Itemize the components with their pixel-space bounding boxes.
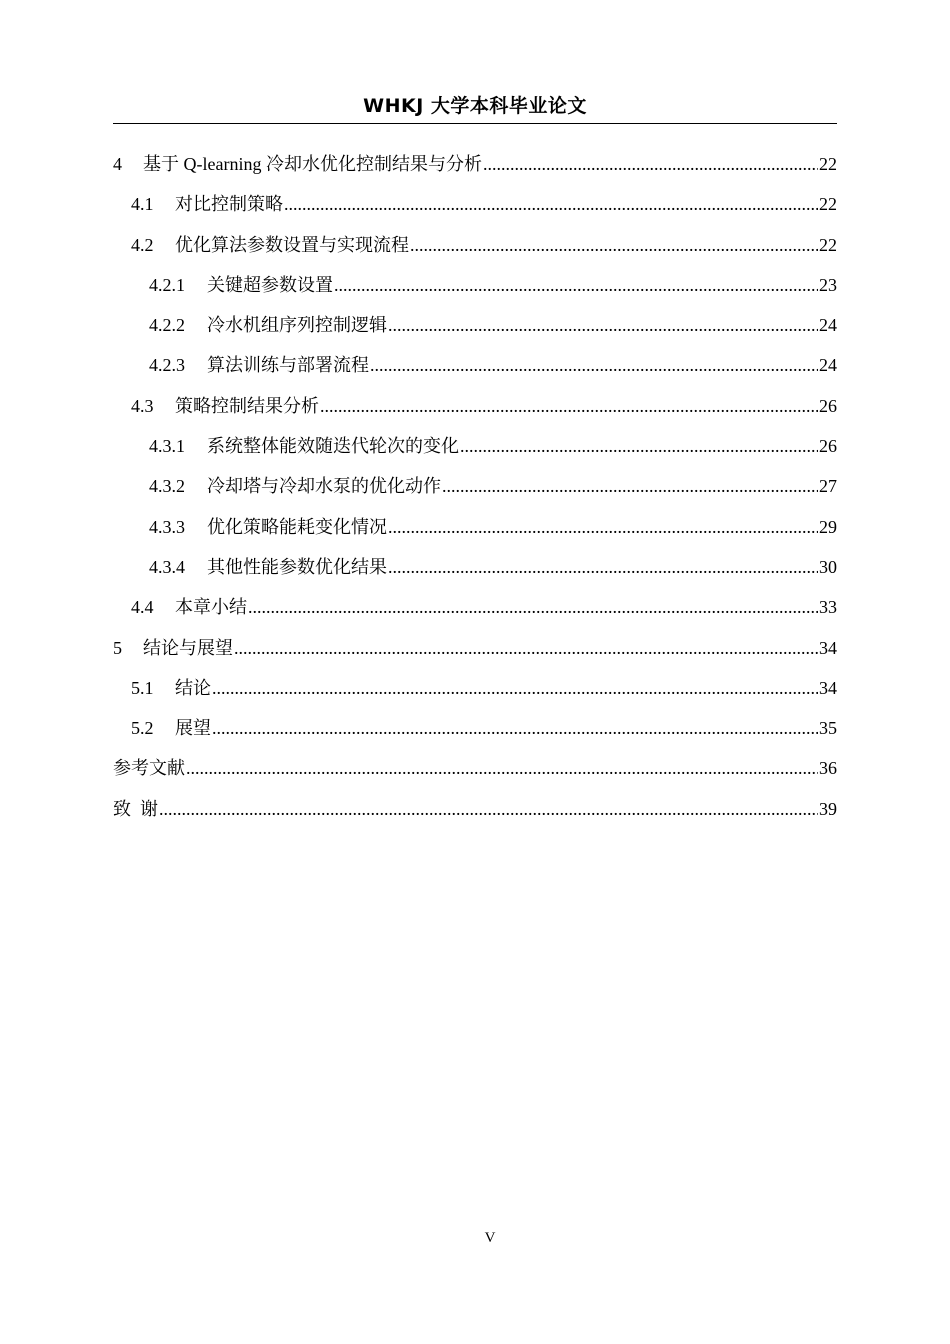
toc-title: 算法训练与部署流程: [207, 355, 369, 376]
toc-leader-dots: [388, 549, 818, 585]
toc-entry-4-3-4[interactable]: [113, 549, 837, 589]
page-header: [113, 90, 837, 124]
toc-page-number: 34: [819, 637, 837, 658]
toc-leader-dots: [159, 791, 818, 827]
header-title: WHKJ 大学本科毕业论文: [363, 95, 587, 117]
toc-number: 4.2.2: [149, 315, 185, 336]
toc-title: 系统整体能效随迭代轮次的变化: [207, 436, 459, 457]
toc-number: 4.2.1: [149, 274, 185, 295]
toc-entry-5-1[interactable]: [113, 670, 837, 710]
toc-number: 4.2: [131, 234, 154, 255]
table-of-contents: [113, 146, 837, 831]
toc-leader-dots: [212, 670, 818, 706]
toc-page-number: 39: [819, 798, 837, 819]
toc-number: 4.3: [131, 395, 154, 416]
toc-entry-4-2-1[interactable]: [113, 267, 837, 307]
toc-leader-dots: [410, 227, 818, 263]
toc-leader-dots: [460, 428, 818, 464]
toc-title: 本章小结: [175, 597, 247, 618]
toc-leader-dots: [234, 630, 818, 666]
toc-entry-4-3-3[interactable]: [113, 509, 837, 549]
toc-page-number: 30: [819, 556, 837, 577]
toc-title: 优化策略能耗变化情况: [207, 516, 387, 537]
toc-page-number: 27: [819, 476, 837, 497]
toc-entry-4-4[interactable]: [113, 589, 837, 629]
toc-leader-dots: [186, 750, 818, 786]
toc-number: 5.2: [131, 718, 154, 739]
toc-page-number: 35: [819, 718, 837, 739]
toc-title: 策略控制结果分析: [175, 395, 319, 416]
toc-title: 关键超参数设置: [207, 274, 333, 295]
toc-page-number: 34: [819, 677, 837, 698]
toc-number: 4.1: [131, 194, 154, 215]
toc-leader-dots: [284, 186, 818, 222]
toc-number: 4.3.4: [149, 556, 185, 577]
toc-number: 4: [113, 154, 122, 174]
toc-leader-dots: [248, 589, 818, 625]
toc-page-number: 33: [819, 597, 837, 618]
toc-entry-acknowledgements[interactable]: [113, 791, 837, 831]
toc-entry-references[interactable]: [113, 750, 837, 790]
toc-title: 致 谢: [113, 798, 158, 819]
footer-page-number: V: [484, 1230, 496, 1246]
toc-entry-5-2[interactable]: [113, 710, 837, 750]
toc-title: 对比控制策略: [175, 194, 283, 215]
toc-page-number: 29: [819, 516, 837, 537]
toc-title: 结论与展望: [143, 637, 233, 658]
toc-title: 优化算法参数设置与实现流程: [175, 234, 409, 255]
toc-entry-4-1[interactable]: [113, 186, 837, 226]
toc-number: 5: [113, 637, 122, 658]
toc-number: 4.3.2: [149, 476, 185, 497]
toc-number: 4.4: [131, 597, 154, 618]
toc-page-number: 26: [819, 395, 837, 416]
toc-title: 展望: [175, 718, 211, 739]
toc-leader-dots: [388, 509, 818, 545]
toc-entry-4-2-2[interactable]: [113, 307, 837, 347]
toc-leader-dots: [442, 468, 818, 504]
toc-title: 其他性能参数优化结果: [207, 556, 387, 577]
toc-entry-4-3-2[interactable]: [113, 468, 837, 508]
toc-leader-dots: [388, 307, 818, 343]
toc-page-number: 24: [819, 315, 837, 336]
toc-entry-5[interactable]: [113, 630, 837, 670]
toc-leader-dots: [334, 267, 818, 303]
toc-leader-dots: [370, 347, 818, 383]
toc-number: 4.3.3: [149, 516, 185, 537]
toc-page-number: 22: [819, 234, 837, 255]
toc-entry-4-3-1[interactable]: [113, 428, 837, 468]
toc-number: 4.2.3: [149, 355, 185, 376]
toc-entry-4-2-3[interactable]: [113, 347, 837, 387]
toc-number: 4.3.1: [149, 436, 185, 457]
toc-leader-dots: [483, 146, 818, 182]
toc-title: 基于 Q-learning 冷却水优化控制结果与分析: [143, 154, 482, 174]
toc-title: 结论: [175, 677, 211, 698]
toc-page-number: 22: [819, 154, 837, 174]
toc-page-number: 22: [819, 194, 837, 215]
toc-page-number: 24: [819, 355, 837, 376]
toc-entry-4-3[interactable]: [113, 388, 837, 428]
toc-leader-dots: [212, 710, 818, 746]
toc-page-number: 26: [819, 436, 837, 457]
toc-page-number: 23: [819, 274, 837, 295]
toc-title: 冷却塔与冷却水泵的优化动作: [207, 476, 441, 497]
toc-page-number: 36: [819, 758, 837, 779]
toc-leader-dots: [320, 388, 818, 424]
toc-entry-4-2[interactable]: [113, 227, 837, 267]
toc-number: 5.1: [131, 677, 154, 698]
toc-entry-4[interactable]: [113, 146, 837, 186]
toc-title: 参考文献: [113, 758, 185, 779]
toc-title: 冷水机组序列控制逻辑: [207, 315, 387, 336]
